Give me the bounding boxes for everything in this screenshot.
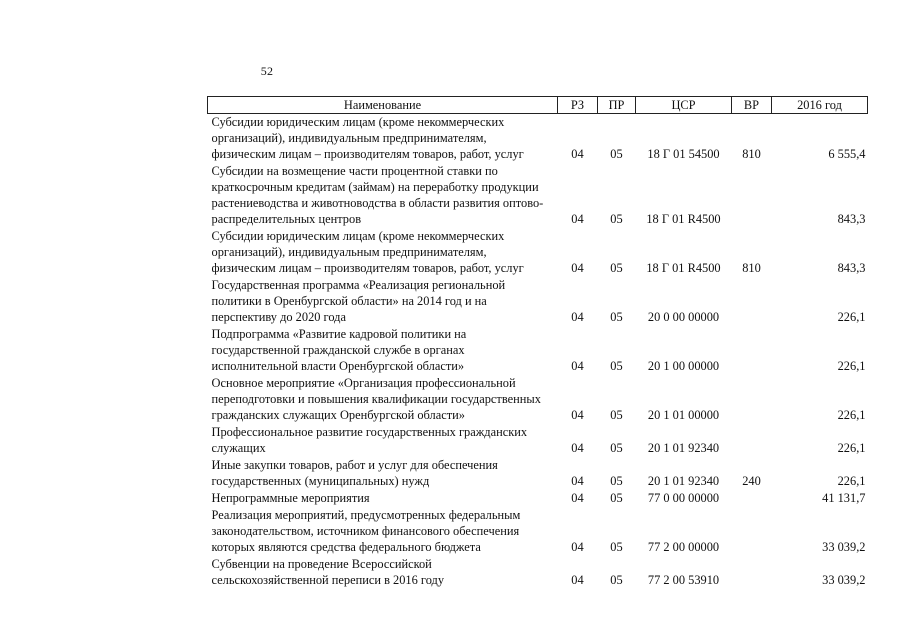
cell-rz: 04 [571, 474, 584, 488]
cell-pr: 05 [610, 310, 623, 324]
cell-rz: 04 [571, 212, 584, 226]
cell-amount: 226,1 [837, 441, 866, 455]
cell-rz: 04 [571, 441, 584, 455]
cell-rz: 04 [571, 408, 584, 422]
cell-rz: 04 [571, 359, 584, 373]
cell-vr: 810 [742, 147, 761, 161]
cell-csr: 20 1 01 92340 [647, 441, 720, 455]
cell-pr: 05 [610, 147, 623, 161]
table-row [208, 277, 868, 326]
cell-amount: 226,1 [837, 408, 866, 422]
cell-vr: 810 [742, 261, 761, 275]
cell-rz: 04 [571, 540, 584, 554]
cell-vr [732, 556, 772, 589]
cell-name: Подпрограмма «Развитие кадровой политики на государственной гражданской службе в органах исполнительной власти Оренбургской области» [211, 327, 467, 373]
table-row [208, 424, 868, 457]
header-csr: ЦСР [636, 97, 732, 114]
cell-csr: 20 1 01 00000 [647, 408, 720, 422]
cell-vr [732, 490, 772, 507]
table-row [208, 326, 868, 375]
cell-pr: 05 [610, 474, 623, 488]
cell-amount: 41 131,7 [822, 491, 866, 505]
cell-vr [732, 163, 772, 228]
cell-pr: 05 [610, 408, 623, 422]
cell-name: Профессиональное развитие государственных гражданских служащих [211, 425, 528, 455]
header-pr: ПР [598, 97, 636, 114]
table-row [208, 114, 868, 164]
cell-amount: 226,1 [837, 310, 866, 324]
cell-csr: 20 1 00 00000 [647, 359, 720, 373]
cell-name: Субсидии на возмещение части процентной ставки по краткосрочным кредитам (займам) на переработку продукции растениеводства и животноводства в области развития оптово-распределительных центров [211, 164, 544, 226]
table-row [208, 375, 868, 424]
table-row [208, 490, 868, 507]
cell-amount: 33 039,2 [822, 540, 866, 554]
header-vr: ВР [732, 97, 772, 114]
cell-amount: 226,1 [837, 359, 866, 373]
cell-rz: 04 [571, 310, 584, 324]
cell-pr: 05 [610, 491, 623, 505]
cell-csr: 18 Г 01 R4500 [646, 261, 721, 275]
cell-pr: 05 [610, 212, 623, 226]
table-row [208, 556, 868, 589]
page-number [0, 64, 905, 79]
cell-vr [732, 375, 772, 424]
cell-name: Государственная программа «Реализация региональной политики в Оренбургской области» на 2014 год и на перспективу до 2020 года [211, 278, 506, 324]
cell-name: Реализация мероприятий, предусмотренных федеральным законодательством, источником финансового обеспечения которых являются средства федерального бюджета [211, 508, 521, 554]
cell-amount: 843,3 [837, 261, 866, 275]
cell-vr [732, 277, 772, 326]
cell-amount: 843,3 [837, 212, 866, 226]
header-year: 2016 год [772, 97, 868, 114]
cell-vr: 240 [742, 474, 761, 488]
cell-rz: 04 [571, 261, 584, 275]
cell-pr: 05 [610, 441, 623, 455]
cell-vr [732, 326, 772, 375]
cell-csr: 77 2 00 53910 [647, 573, 720, 587]
table-row [208, 228, 868, 277]
cell-amount: 33 039,2 [822, 573, 866, 587]
cell-pr: 05 [610, 261, 623, 275]
cell-rz: 04 [571, 147, 584, 161]
cell-pr: 05 [610, 540, 623, 554]
cell-vr [732, 424, 772, 457]
table-row [208, 507, 868, 556]
cell-name: Основное мероприятие «Организация профессиональной переподготовки и повышения квалификации государственных гражданских служащих Оренбургской области» [211, 376, 541, 422]
cell-vr [732, 507, 772, 556]
cell-amount: 6 555,4 [828, 147, 866, 161]
cell-name: Иные закупки товаров, работ и услуг для обеспечения государственных (муниципальных) нужд [211, 458, 498, 488]
cell-name: Субсидии юридическим лицам (кроме некоммерческих организаций), индивидуальным предпринимателям, физическим лицам – производителям товаров, работ, услуг [211, 229, 524, 275]
table-row [208, 163, 868, 228]
cell-csr: 18 Г 01 R4500 [646, 212, 721, 226]
table-header [208, 97, 868, 114]
header-name: Наименование [208, 97, 558, 114]
cell-csr: 18 Г 01 54500 [647, 147, 720, 161]
cell-csr: 20 1 01 92340 [647, 474, 720, 488]
cell-rz: 04 [571, 573, 584, 587]
cell-pr: 05 [610, 573, 623, 587]
header-rz: РЗ [558, 97, 598, 114]
page-number-text: 52 [260, 64, 274, 78]
cell-name: Субсидии юридическим лицам (кроме некоммерческих организаций), индивидуальным предпринимателям, физическим лицам – производителям товаров, работ, услуг [211, 115, 524, 161]
budget-table [207, 96, 868, 589]
cell-csr: 77 0 00 00000 [647, 491, 720, 505]
cell-name: Субвенции на проведение Всероссийской сельскохозяйственной переписи в 2016 году [211, 557, 445, 587]
cell-rz: 04 [571, 491, 584, 505]
cell-name: Непрограммные мероприятия [211, 491, 370, 505]
cell-csr: 20 0 00 00000 [647, 310, 720, 324]
table-row [208, 457, 868, 490]
cell-pr: 05 [610, 359, 623, 373]
cell-csr: 77 2 00 00000 [647, 540, 720, 554]
table-body [208, 114, 868, 590]
cell-amount: 226,1 [837, 474, 866, 488]
